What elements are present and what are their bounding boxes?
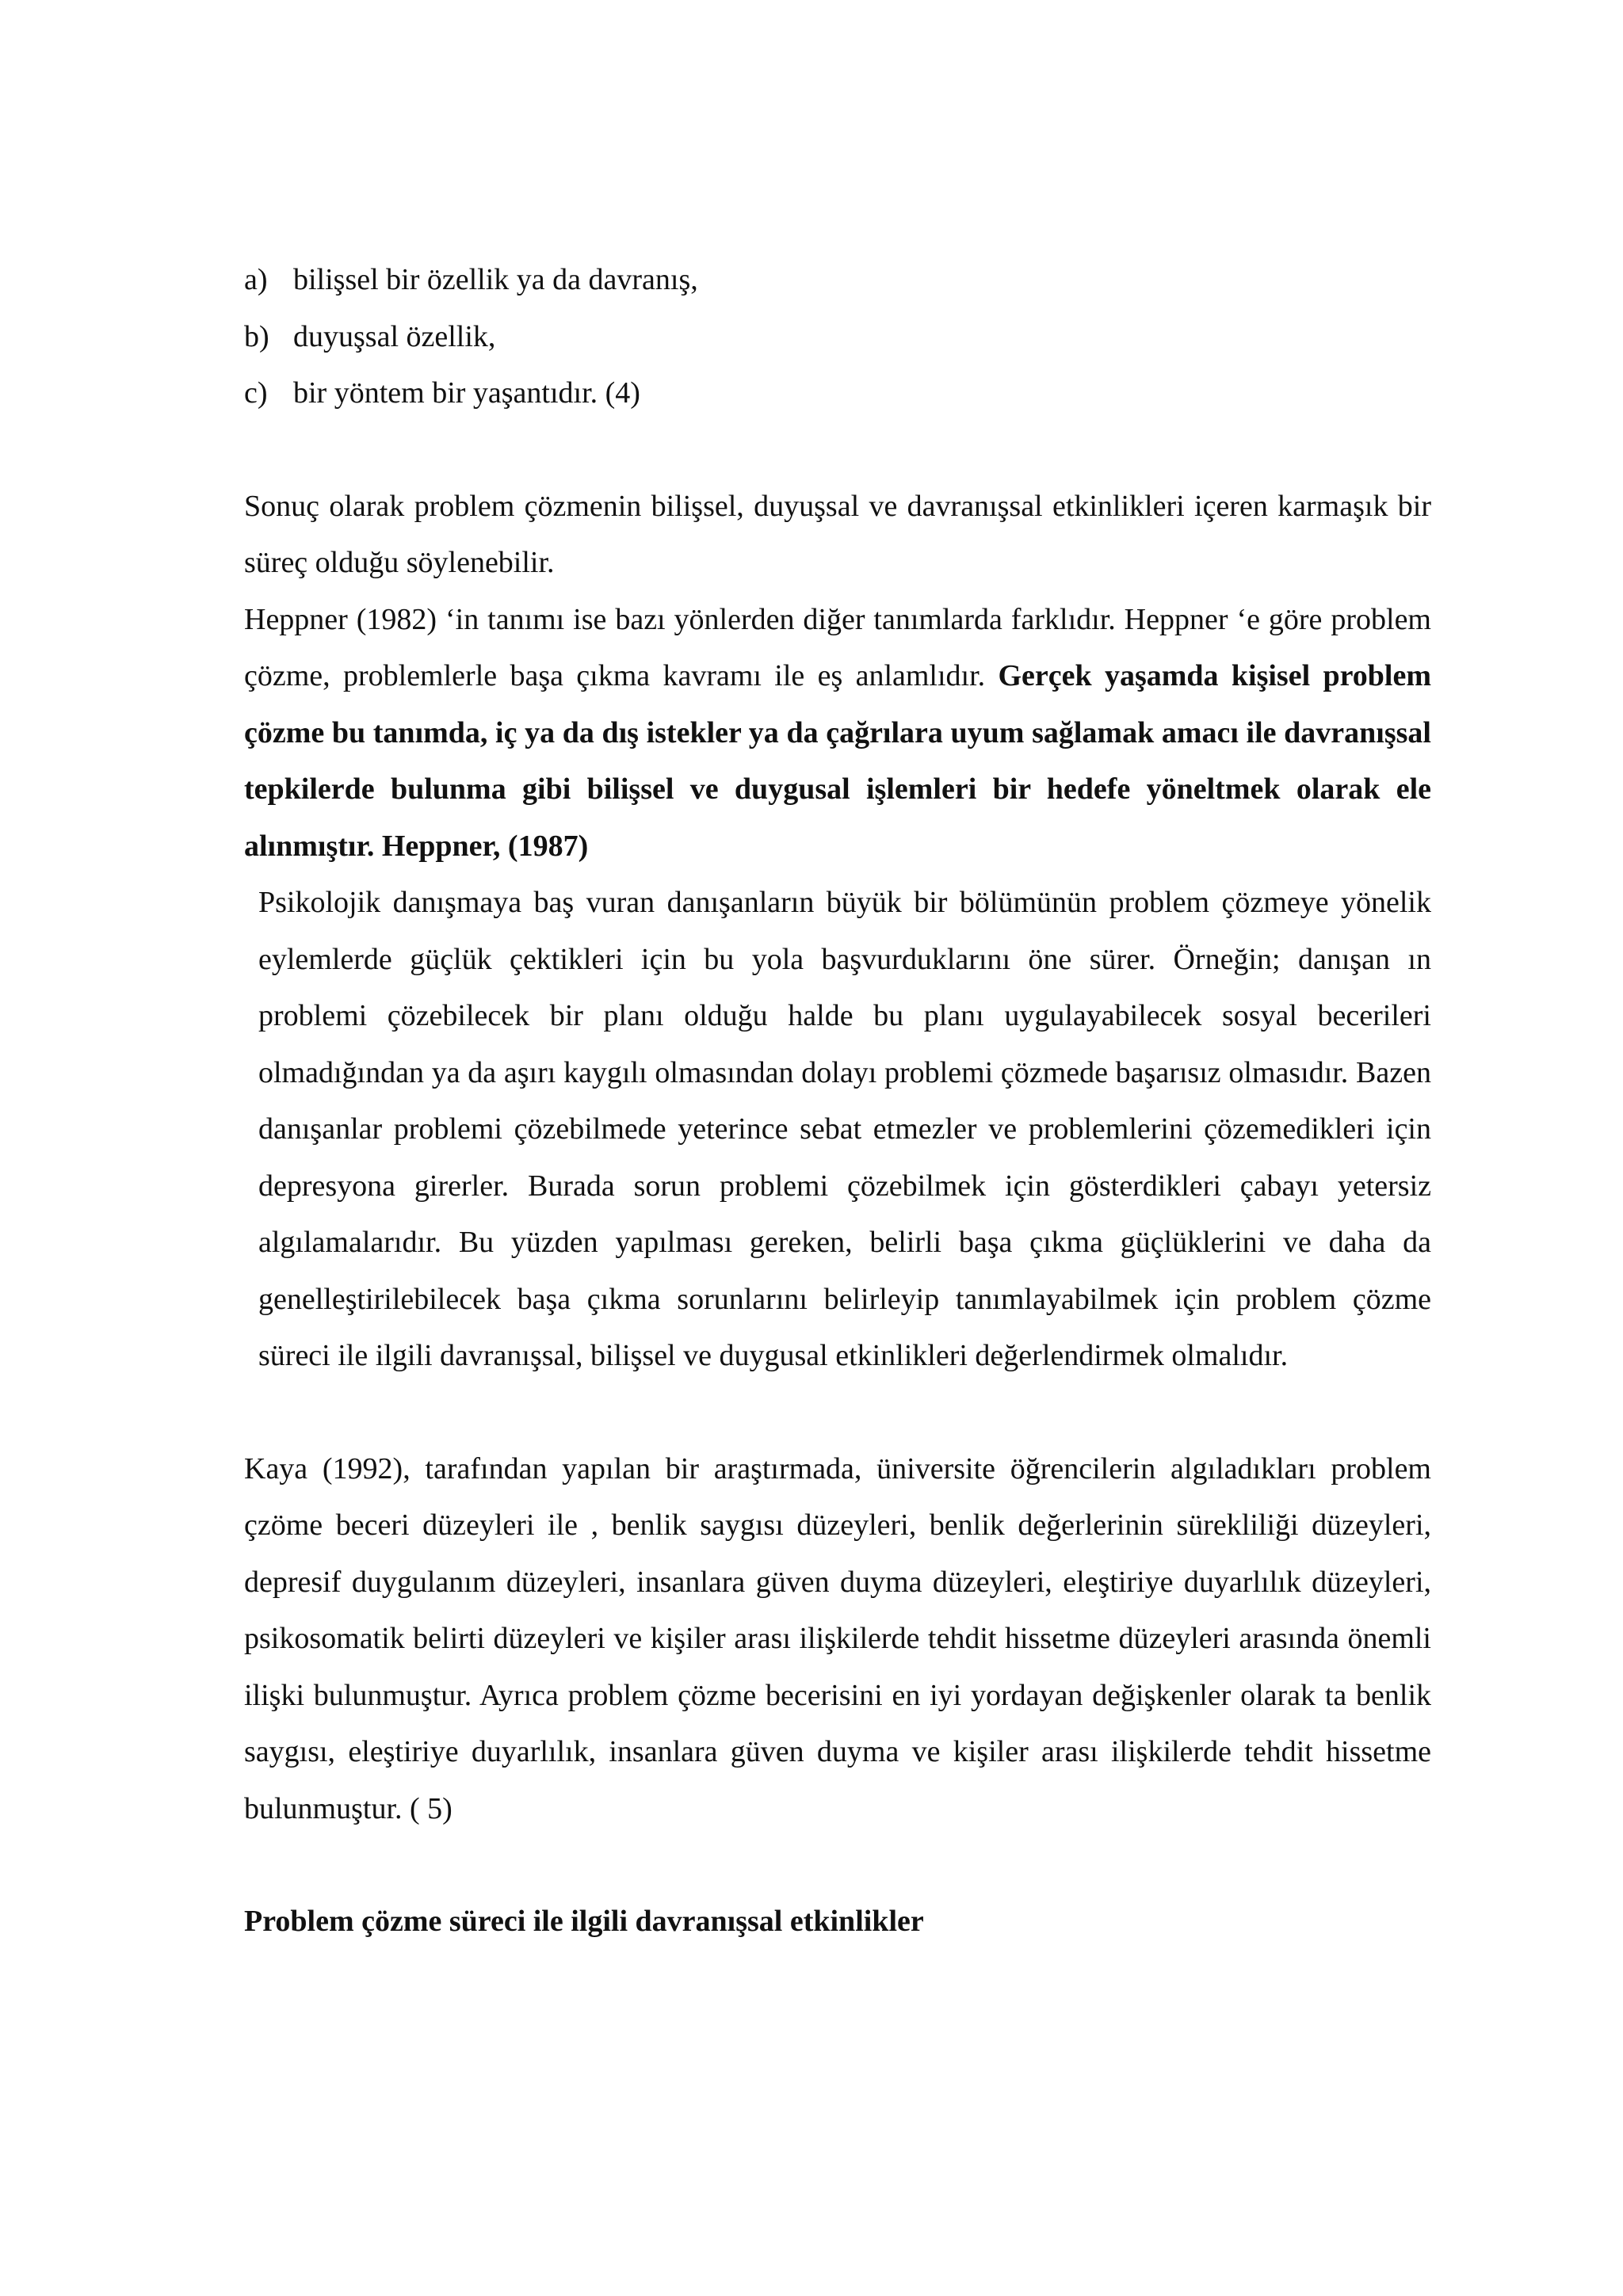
- spacer: [244, 1837, 1431, 1894]
- paragraph-counseling: Psikolojik danışmaya baş vuran danışanların büyük bir bölümünün problem çözmeye yönelik eylemlerde güçlük çektikleri için bu yola başvurduklarını öne sürer. Örneğin; danışan ın problemi çözebilecek bir planı olduğu halde bu planı uygulayabilecek sosyal becerileri olmadığından ya da aşırı kaygılı olmasından dolayı problemi çözmede başarısız olmasıdır. Bazen danışanlar problemi çözebilmede yeterince sebat etmezler ve problemlerini çözemedikleri için depresyona girerler. Burada sorun problemi çözebilmek için gösterdikleri çabayı yetersiz algılamalarıdır. Bu yüzden yapılması gereken, belirli başa çıkma güçlüklerini ve daha da genelleştirilebilecek başa çıkma sorunlarını belirleyip tanımlayabilmek için problem çözme süreci ile ilgili davranışsal, bilişsel ve duygusal etkinlikleri değerlendirmek olmalıdır.: [258, 886, 1431, 1372]
- paragraph-heppner-plain: Heppner (1982) ‘in tanımı ise bazı yönlerden diğer tanımlarda farklıdır. Heppner ‘e göre problem çözme, problemlerle başa çıkma kavramı ile eş anlamlıdır.: [244, 602, 1431, 692]
- list-item: [244, 365, 1431, 422]
- section-heading: Problem çözme süreci ile ilgili davranışsal etkinlikler: [244, 1905, 924, 1938]
- spacer: [244, 1385, 1431, 1441]
- list-marker: b): [244, 319, 269, 353]
- document-page: [244, 252, 1431, 1951]
- list-item: [244, 252, 1431, 309]
- spacer: [244, 422, 1431, 479]
- definition-list: [244, 252, 1431, 422]
- list-item-text: duyuşsal özellik,: [293, 319, 496, 353]
- list-marker: a): [244, 263, 268, 296]
- list-marker: c): [244, 376, 268, 410]
- list-item: [244, 309, 1431, 366]
- paragraph-heppner-bold: Gerçek yaşamda kişisel problem çözme bu tanımda, iç ya da dış istekler ya da çağrılara uyum sağlamak amacı ile davranışsal tepkilerde bulunma gibi bilişsel ve duygusal işlemleri bir hedefe yöneltmek olarak ele alınmıştır. Heppner, (1987): [244, 659, 1431, 863]
- paragraph-conclusion: Sonuç olarak problem çözmenin bilişsel, duyuşsal ve davranışsal etkinlikleri içeren karmaşık bir süreç olduğu söylenebilir.: [244, 489, 1431, 579]
- paragraph-heppner: [244, 592, 1431, 875]
- paragraph-kaya: Kaya (1992), tarafından yapılan bir araştırmada, üniversite öğrencilerin algıladıkları problem çzöme beceri düzeyleri ile , benlik saygısı düzeyleri, benlik değerlerinin sürekliliği düzeyleri, depresif duygulanım düzeyleri, insanlara güven duyma düzeyleri, eleştiriye duyarlılık düzeyleri, psikosomatik belirti düzeyleri ve kişiler arası ilişkilerde tehdit hissetme düzeyleri arasında önemli ilişki bulunmuştur. Ayrıca problem çözme becerisini en iyi yordayan değişkenler olarak ta benlik saygısı, eleştiriye duyarlılık, insanlara güven duyma ve kişiler arası ilişkilerde tehdit hissetme bulunmuştur. ( 5): [244, 1451, 1431, 1825]
- list-item-text: bir yöntem bir yaşantıdır. (4): [293, 376, 640, 410]
- list-item-text: bilişsel bir özellik ya da davranış,: [293, 263, 698, 296]
